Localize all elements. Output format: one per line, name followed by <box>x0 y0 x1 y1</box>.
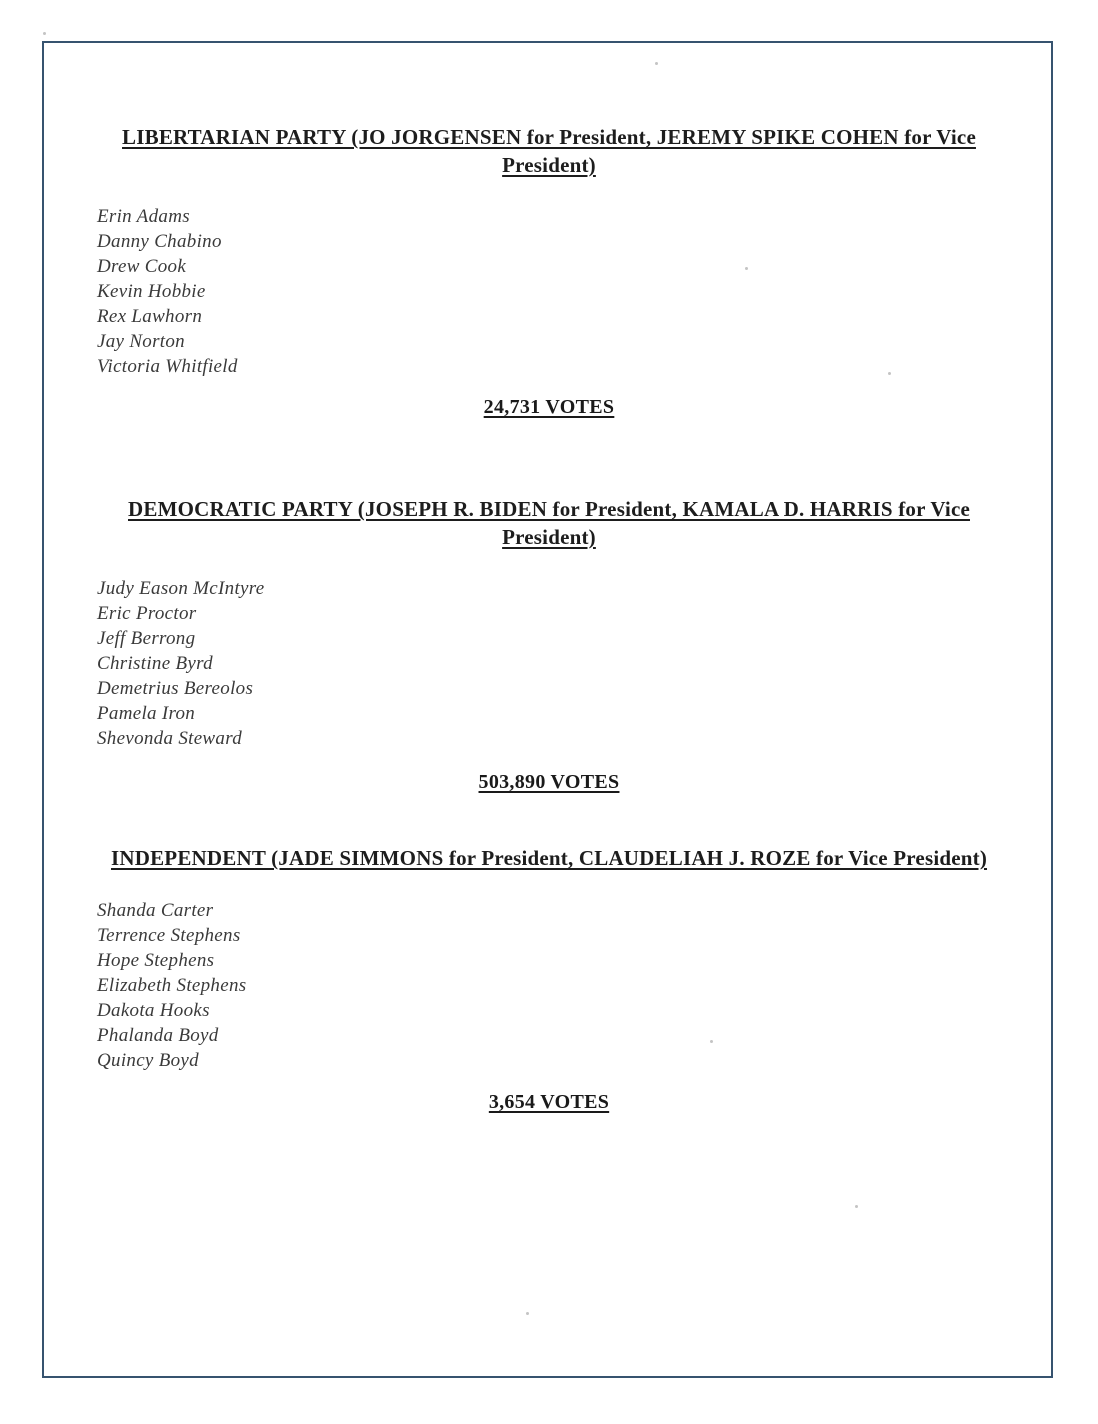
candidate-name: Drew Cook <box>97 256 187 277</box>
scan-speck <box>888 372 891 375</box>
candidate-name: Quincy Boyd <box>97 1050 199 1071</box>
candidate-name: Christine Byrd <box>97 653 213 674</box>
candidate-name: Dakota Hooks <box>97 1000 210 1021</box>
scan-speck <box>710 1040 713 1043</box>
section-title-independent: INDEPENDENT (JADE SIMMONS for President, CLAUDELIAH J. ROZE for Vice President) <box>110 846 988 870</box>
candidate-name: Danny Chabino <box>97 231 222 252</box>
candidate-name: Demetrius Bereolos <box>97 678 254 699</box>
votes-total-independent: 3,654 VOTES <box>488 1091 610 1113</box>
candidate-name: Terrence Stephens <box>97 925 241 946</box>
candidate-list-libertarian <box>97 204 238 379</box>
scan-speck <box>855 1205 858 1208</box>
candidate-name: Judy Eason McIntyre <box>97 578 265 599</box>
candidate-list-independent <box>97 898 246 1073</box>
votes-total-libertarian: 24,731 VOTES <box>483 396 615 418</box>
candidate-name: Phalanda Boyd <box>97 1025 219 1046</box>
section-title-democratic: DEMOCRATIC PARTY (JOSEPH R. BIDEN for President, KAMALA D. HARRIS for Vice President) <box>128 497 970 549</box>
candidate-name: Erin Adams <box>97 206 190 227</box>
candidate-name: Eric Proctor <box>97 603 197 624</box>
candidate-list-democratic <box>97 576 265 751</box>
candidate-name: Victoria Whitfield <box>97 356 238 377</box>
scan-speck <box>43 32 46 35</box>
candidate-name: Jeff Berrong <box>97 628 196 649</box>
scan-speck <box>745 267 748 270</box>
candidate-name: Shanda Carter <box>97 900 214 921</box>
candidate-name: Kevin Hobbie <box>97 281 206 302</box>
candidate-name: Pamela Iron <box>97 703 196 724</box>
candidate-name: Shevonda Steward <box>97 728 242 749</box>
candidate-name: Hope Stephens <box>97 950 215 971</box>
votes-total-democratic: 503,890 VOTES <box>478 771 620 793</box>
candidate-name: Elizabeth Stephens <box>97 975 247 996</box>
section-title-libertarian: LIBERTARIAN PARTY (JO JORGENSEN for President, JEREMY SPIKE COHEN for Vice President) <box>122 125 976 177</box>
candidate-name: Rex Lawhorn <box>97 306 203 327</box>
scan-speck <box>526 1312 529 1315</box>
scan-speck <box>655 62 658 65</box>
candidate-name: Jay Norton <box>97 331 185 352</box>
